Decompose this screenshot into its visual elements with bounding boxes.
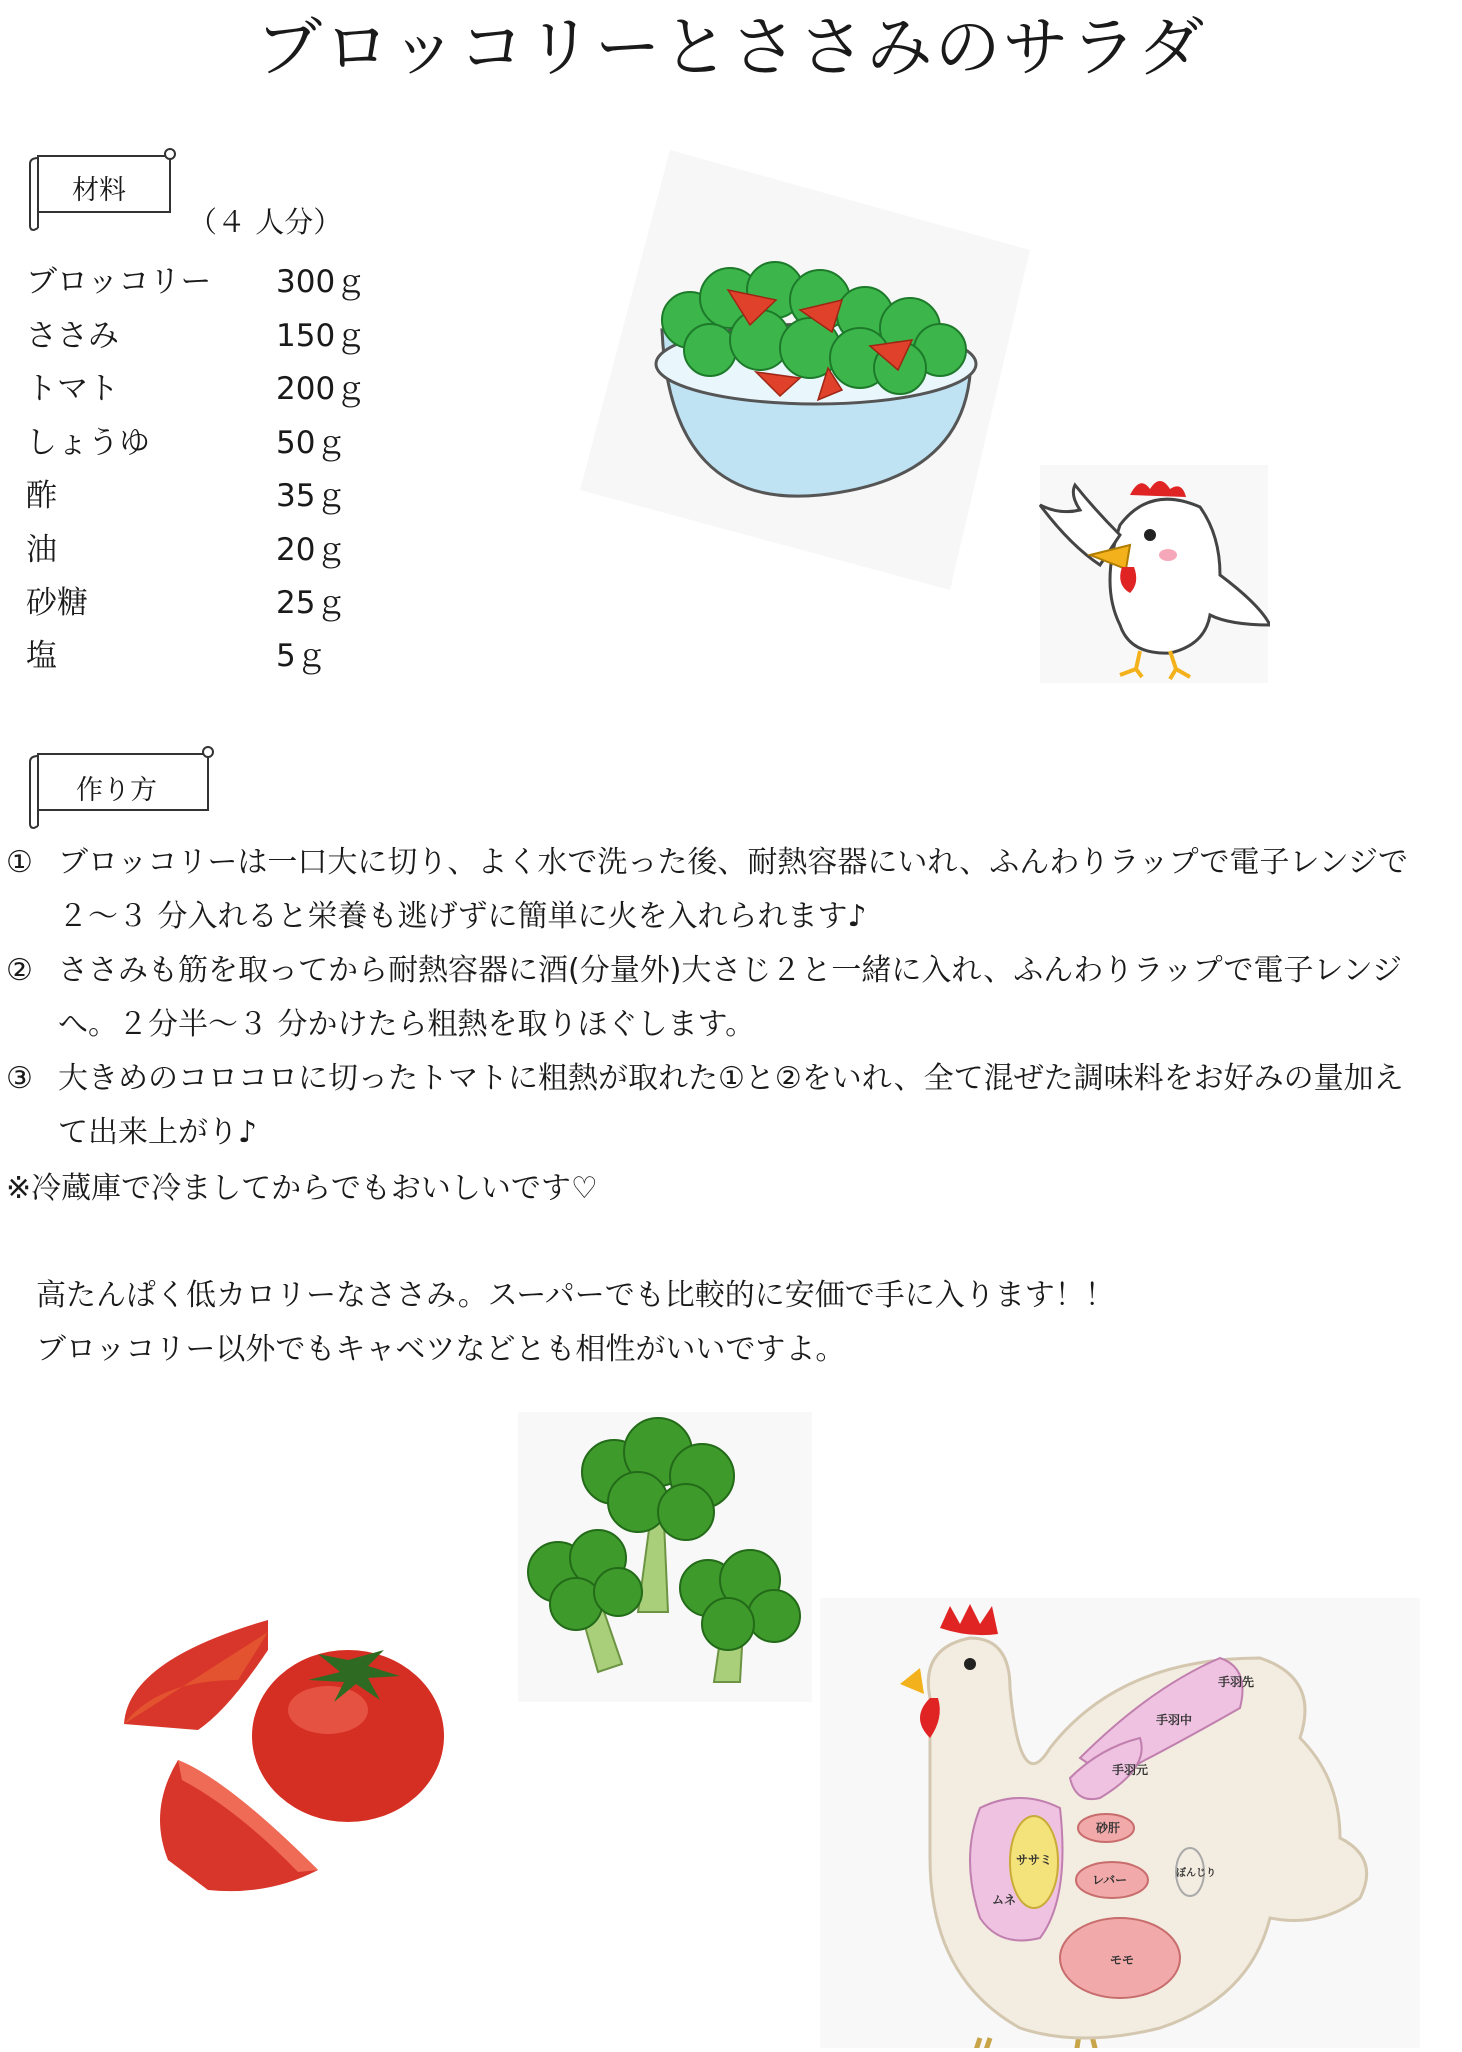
cut-label-sunagimo: 砂肝 [1096, 1821, 1121, 1835]
method-step [6, 836, 1458, 944]
tip-line: 高たんぱく低カロリーなささみ。スーパーでも比較的に安価で手に入ります！！ [36, 1278, 1115, 1313]
ingredient-qty: 300ｇ [276, 264, 367, 300]
servings-label: （４ 人分） [188, 205, 343, 239]
cut-label-mune: ムネ [992, 1893, 1017, 1907]
ingredient-qty: 25ｇ [276, 585, 347, 621]
salad-bowl-icon [580, 150, 1030, 590]
chicken-cuts-chart [820, 1598, 1420, 2048]
cut-label-sasami: ササミ [1016, 1853, 1053, 1867]
ingredient-qty: 50ｇ [276, 425, 347, 461]
ingredient-name: 油 [26, 532, 57, 568]
ingredient-qty: 150ｇ [276, 318, 367, 354]
tomato-icon [118, 1620, 448, 1900]
method-step [6, 944, 1458, 1052]
step-text: 大きめのコロコロに切ったトマトに粗熱が取れた①と②をいれ、全て混ぜた調味料をお好みの量加え て出来上がり♪ [58, 1061, 1404, 1150]
ingredient-qty: 5ｇ [276, 638, 327, 674]
cut-label-bonjiri: ぼんじり [1176, 1868, 1216, 1879]
step-number: ② [6, 953, 33, 988]
ingredient-name: しょうゆ [26, 425, 150, 461]
step-text: ささみも筋を取ってから耐熱容器に酒(分量外)大さじ２と一緒に入れ、ふんわりラップで電子レンジ へ。２分半～３ 分かけたら粗熱を取りほぐします。 [58, 953, 1403, 1042]
ingredient-row [26, 310, 426, 360]
ingredient-qty: 35ｇ [276, 478, 347, 514]
method-heading: 作り方 [76, 775, 157, 806]
ingredient-row [26, 630, 426, 680]
method-note: ※冷蔵庫で冷ましてからでもおいしいです♡ [6, 1171, 598, 1206]
ingredient-row [26, 363, 426, 413]
ingredient-row [26, 524, 426, 574]
ingredients-heading-scroll [24, 146, 176, 232]
cut-label-tebanaka: 手羽中 [1156, 1713, 1193, 1727]
chicken-cuts-icon [820, 1598, 1420, 2048]
cut-label-tebamoto: 手羽元 [1112, 1763, 1149, 1777]
cut-label-tebasaki: 手羽先 [1218, 1675, 1255, 1689]
method-heading-scroll [24, 744, 214, 830]
step-text: ブロッコリーは一口大に切り、よく水で洗った後、耐熱容器にいれ、ふんわりラップで電子レンジで ２～３ 分入れると栄養も逃げずに簡単に火を入れられます♪ [58, 845, 1408, 934]
tomato-illustration [118, 1620, 448, 1900]
step-number: ① [6, 845, 33, 880]
method-step [6, 1052, 1458, 1160]
ingredient-qty: 200ｇ [276, 371, 367, 407]
ingredient-name: ブロッコリー [26, 264, 212, 300]
page-title: ブロッコリーとささみのサラダ [255, 9, 1207, 86]
ingredient-row [26, 470, 426, 520]
ingredient-name: 塩 [26, 638, 57, 674]
cut-label-liver: レバー [1092, 1873, 1128, 1887]
step-number: ③ [6, 1061, 33, 1096]
broccoli-icon [518, 1412, 812, 1702]
chicken-mascot-icon [1030, 455, 1270, 685]
ingredient-name: トマト [26, 371, 119, 407]
ingredient-name: 砂糖 [26, 585, 88, 621]
waving-chicken-illustration [1030, 455, 1270, 685]
tip-line: ブロッコリー以外でもキャベツなどとも相性がいいですよ。 [36, 1332, 846, 1367]
ingredient-row [26, 417, 426, 467]
cut-label-momo: モモ [1110, 1953, 1135, 1967]
ingredient-qty: 20ｇ [276, 532, 347, 568]
ingredient-row [26, 256, 426, 306]
ingredient-name: 酢 [26, 478, 57, 514]
broccoli-illustration [518, 1412, 812, 1702]
ingredient-name: ささみ [26, 318, 119, 354]
salad-bowl-illustration [580, 150, 1030, 590]
ingredient-row [26, 577, 426, 627]
ingredients-heading: 材料 [72, 175, 126, 206]
